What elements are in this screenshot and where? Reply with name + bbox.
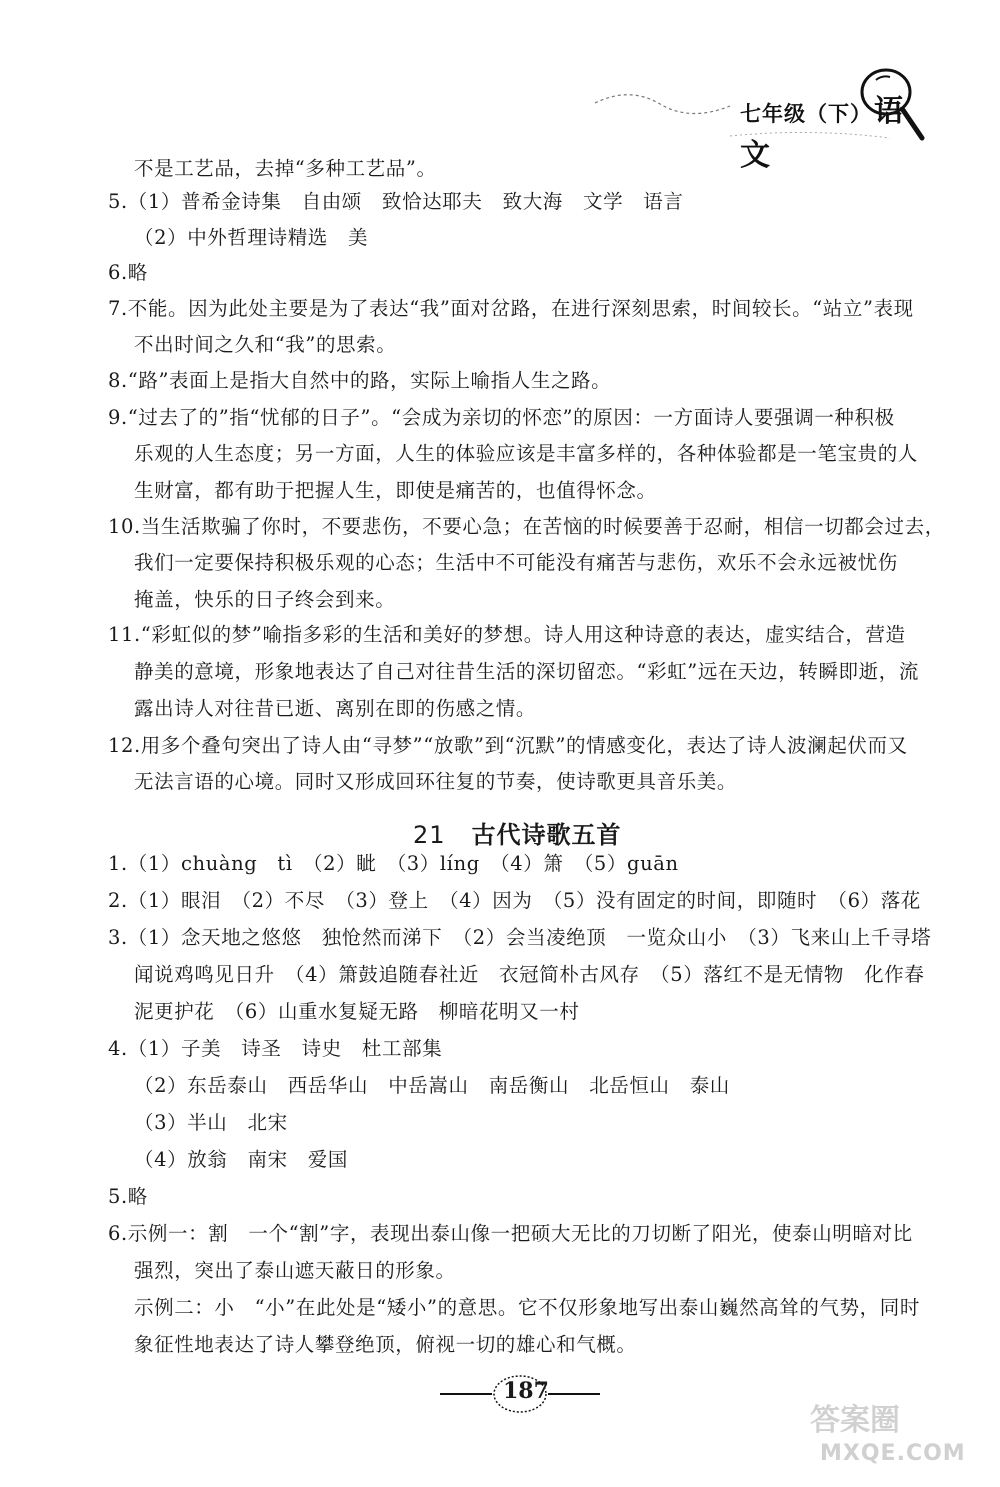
header-subject: 语文 bbox=[740, 94, 905, 173]
text-line: 3.（1）念天地之悠悠 独怆然而涕下 （2）会当凌绝顶 一览众山小 （3）飞来山上千寻塔 bbox=[108, 926, 932, 949]
watermark-url: MXQE.COM bbox=[820, 1441, 966, 1466]
page-footer bbox=[440, 1372, 600, 1422]
text-line: 不出时间之久和“我”的思索。 bbox=[134, 333, 397, 356]
text-line: 2.（1）眼泪 （2）不尽 （3）登上 （4）因为 （5）没有固定的时间，即随时 （6）落花 bbox=[108, 889, 921, 912]
page-header bbox=[590, 58, 930, 173]
text-line: 生财富，都有助于把握人生，即使是痛苦的，也值得怀念。 bbox=[134, 479, 657, 502]
text-line: 7.不能。因为此处主要是为了表达“我”面对岔路，在进行深刻思索，时间较长。“站立”表现 bbox=[108, 297, 914, 320]
text-line: 象征性地表达了诗人攀登绝顶，俯视一切的雄心和气概。 bbox=[134, 1333, 637, 1356]
text-line: （2）中外哲理诗精选 美 bbox=[134, 226, 369, 249]
text-line: 静美的意境，形象地表达了自己对往昔生活的深切留恋。“彩虹”远在天边，转瞬即逝，流 bbox=[134, 660, 919, 683]
section-number: 21 bbox=[413, 821, 446, 849]
text-line: 强烈，突出了泰山遮天蔽日的形象。 bbox=[134, 1259, 456, 1282]
text-line: 5.略 bbox=[108, 1185, 148, 1208]
text-line: 6.示例一：割 一个“割”字，表现出泰山像一把硕大无比的刀切断了阳光，使泰山明暗对比 bbox=[108, 1222, 913, 1245]
text-line: （3）半山 北宋 bbox=[134, 1111, 288, 1134]
watermark-text: 答案圈 bbox=[810, 1403, 900, 1438]
text-line: 不是工艺品，去掉“多种工艺品”。 bbox=[134, 157, 437, 180]
text-line: 1.（1）chuàng tì （2）眦 （3）líng （4）箫 （5）guān bbox=[108, 852, 679, 875]
text-line: 闻说鸡鸣见日升 （4）箫鼓追随春社近 衣冠简朴古风存 （5）落红不是无情物 化作春 bbox=[134, 963, 925, 986]
text-line: （4）放翁 南宋 爱国 bbox=[134, 1148, 349, 1171]
text-line: 11.“彩虹似的梦”喻指多彩的生活和美好的梦想。诗人用这种诗意的表达，虚实结合，营造 bbox=[108, 623, 906, 646]
watermark bbox=[810, 1395, 966, 1466]
text-line: 掩盖，快乐的日子终会到来。 bbox=[134, 588, 396, 611]
text-line: 露出诗人对往昔已逝、离别在即的伤感之情。 bbox=[134, 697, 537, 720]
text-line: 无法言语的心境。同时又形成回环往复的节奏，使诗歌更具音乐美。 bbox=[134, 770, 738, 793]
text-line: 4.（1）子美 诗圣 诗史 杜工部集 bbox=[108, 1037, 443, 1060]
text-line: （2）东岳泰山 西岳华山 中岳嵩山 南岳衡山 北岳恒山 泰山 bbox=[134, 1074, 730, 1097]
text-line: 6.略 bbox=[108, 261, 148, 284]
text-line: 示例二：小 “小”在此处是“矮小”的意思。它不仅形象地写出泰山巍然高耸的气势，同时 bbox=[134, 1296, 920, 1319]
header-title: 七年级（下）语文 bbox=[740, 94, 905, 173]
section-name: 古代诗歌五首 bbox=[471, 821, 622, 849]
text-line: 我们一定要保持积极乐观的心态；生活中不可能没有痛苦与悲伤，欢乐不会永远被忧伤 bbox=[134, 551, 898, 574]
text-line: 9.“过去了的”指“忧郁的日子”。“会成为亲切的怀恋”的原因：一方面诗人要强调一种积极 bbox=[108, 406, 895, 429]
text-line: 8.“路”表面上是指大自然中的路，实际上喻指人生之路。 bbox=[108, 369, 612, 392]
text-line: 10.当生活欺骗了你时，不要悲伤，不要心急；在苦恼的时候要善于忍耐，相信一切都会过去， bbox=[108, 515, 945, 538]
text-line: 5.（1）普希金诗集 自由颂 致恰达耶夫 致大海 文学 语言 bbox=[108, 190, 684, 213]
text-line: 12.用多个叠句突出了诗人由“寻梦”“放歌”到“沉默”的情感变化，表达了诗人波澜起伏而又 bbox=[108, 734, 908, 757]
text-line: 泥更护花 （6）山重水复疑无路 柳暗花明又一村 bbox=[134, 1000, 580, 1023]
page-number: 187 bbox=[503, 1378, 549, 1404]
text-line: 乐观的人生态度；另一方面，人生的体验应该是丰富多样的，各种体验都是一笔宝贵的人 bbox=[134, 442, 918, 465]
section-title bbox=[413, 815, 622, 850]
